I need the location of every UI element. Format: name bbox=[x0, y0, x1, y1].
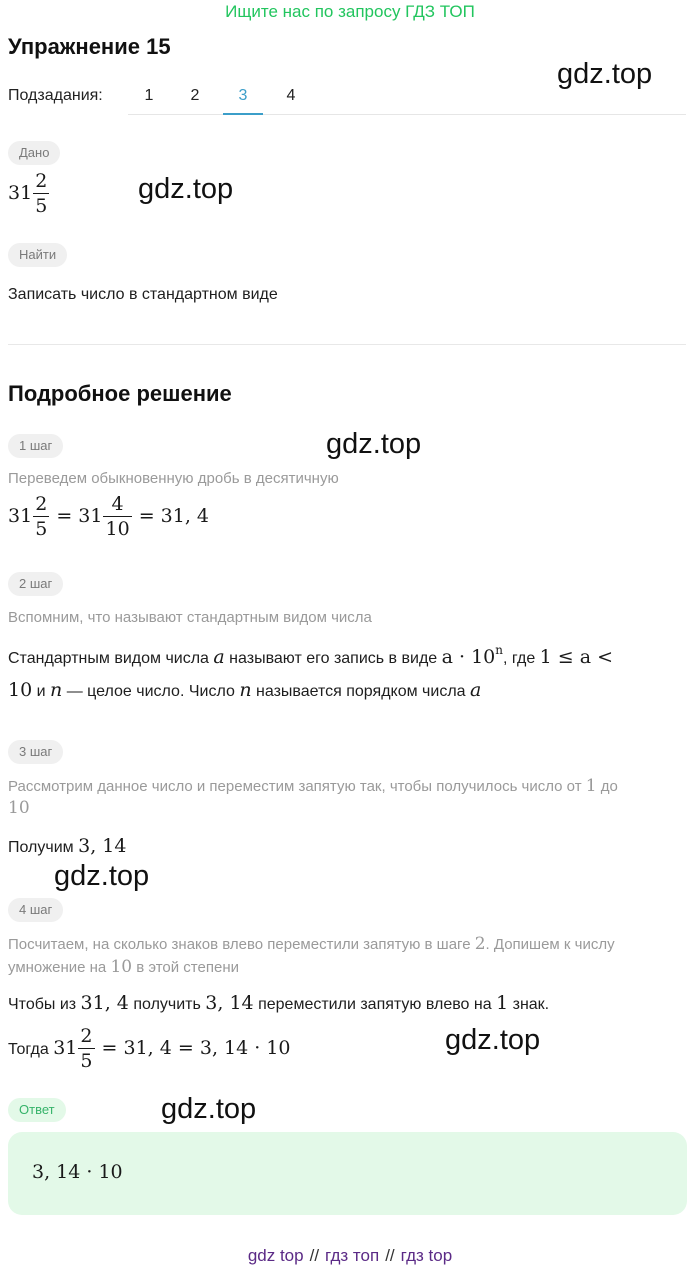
fraction-numerator: 4 bbox=[111, 493, 124, 515]
equals-sign: = bbox=[56, 505, 73, 527]
value: 31, 4 bbox=[80, 992, 129, 1014]
watermark: gdz.top bbox=[557, 58, 653, 90]
text: Тогда bbox=[8, 1041, 54, 1058]
text: , где bbox=[502, 650, 540, 667]
text: до bbox=[596, 778, 618, 795]
text: Получим bbox=[8, 839, 79, 856]
fraction-denominator: 10 bbox=[105, 518, 130, 540]
standard-form-expression: $a \cdot 10^n$ bbox=[441, 643, 503, 668]
value: 1 bbox=[496, 992, 509, 1014]
final-equation: 31 $\frac{2}{5}$ = 31, 4 = 3, 14 · 10 bbox=[53, 1025, 291, 1072]
text: и bbox=[32, 683, 51, 700]
step-3-hint-line-2: 10 bbox=[8, 798, 30, 818]
footer-separator: // bbox=[385, 1246, 395, 1265]
equation-result: = 31, 4 bbox=[138, 505, 210, 527]
promo-banner[interactable]: Ищите нас по запросу ГДЗ ТОП bbox=[225, 2, 475, 21]
subtask-tab-1[interactable]: 1 bbox=[144, 87, 154, 104]
number-ten: 10 bbox=[8, 679, 33, 701]
watermark: gdz.top bbox=[54, 860, 150, 892]
mixed-whole: 31 bbox=[78, 505, 103, 527]
given-chip: Дано bbox=[8, 141, 60, 165]
text: в этой степени bbox=[132, 959, 239, 976]
text: переместили запятую влево на bbox=[253, 996, 497, 1013]
step-3-hint-line-1 bbox=[8, 776, 618, 796]
subtask-tab-2[interactable]: 2 bbox=[190, 87, 200, 104]
step-1-chip: 1 шаг bbox=[8, 434, 63, 458]
fraction-denominator: 5 bbox=[35, 195, 48, 217]
footer-links bbox=[0, 1246, 700, 1266]
text: Чтобы из bbox=[8, 996, 81, 1013]
watermark: gdz.top bbox=[161, 1093, 257, 1125]
fraction-numerator: 2 bbox=[35, 170, 48, 192]
step-4-hint-line-2 bbox=[8, 957, 239, 977]
given-mixed-number bbox=[8, 172, 50, 216]
text: Стандартным видом числа bbox=[8, 650, 214, 667]
step-2-hint: Вспомним, что называют стандартным видом числа bbox=[8, 609, 372, 626]
watermark: gdz.top bbox=[445, 1024, 541, 1056]
step-2-chip: 2 шаг bbox=[8, 572, 63, 596]
text: Рассмотрим данное число и переместим запятую так, чтобы получилось число от bbox=[8, 778, 586, 795]
text: Посчитаем, на сколько знаков влево переместили запятую в шаге bbox=[8, 936, 475, 953]
subtasks-divider bbox=[128, 114, 686, 115]
answer-chip: Ответ bbox=[8, 1098, 66, 1122]
footer-link[interactable]: гдз top bbox=[400, 1246, 453, 1265]
fraction-denominator: 5 bbox=[80, 1050, 93, 1072]
text: . Допишем к числу bbox=[485, 936, 615, 953]
fraction bbox=[33, 495, 49, 539]
text: знак. bbox=[508, 996, 550, 1013]
text: называют его запись в виде bbox=[224, 650, 442, 667]
value: 3, 14 bbox=[205, 992, 254, 1014]
footer-link[interactable]: гдз топ bbox=[325, 1246, 380, 1265]
variable-n: n bbox=[50, 679, 63, 701]
number-ten: 10 bbox=[110, 957, 133, 977]
watermark: gdz.top bbox=[326, 428, 422, 460]
fraction-numerator: 2 bbox=[35, 493, 48, 515]
step-4-chip: 4 шаг bbox=[8, 898, 63, 922]
number-one: 1 bbox=[585, 776, 597, 796]
text: получить bbox=[128, 996, 206, 1013]
variable-a: a bbox=[213, 646, 225, 668]
step-3-result bbox=[8, 835, 126, 857]
step-3-chip: 3 шаг bbox=[8, 740, 63, 764]
answer-value: 3, 14 · 10 bbox=[32, 1161, 123, 1183]
watermark: gdz.top bbox=[138, 173, 234, 205]
step-4-hint-line-1 bbox=[8, 934, 615, 954]
text: называется порядком числа bbox=[251, 683, 470, 700]
result-value: 3, 14 bbox=[78, 835, 127, 857]
step-2-definition-line-1 bbox=[8, 643, 613, 668]
text: — целое число. Число bbox=[62, 683, 240, 700]
number-two: 2 bbox=[474, 934, 486, 954]
step-2-definition-line-2 bbox=[8, 679, 481, 701]
inequality: 1 ≤ a < bbox=[539, 646, 614, 668]
step-1-equation bbox=[8, 495, 209, 539]
subtask-tab-3[interactable]: 3 bbox=[238, 87, 248, 104]
section-divider bbox=[8, 344, 686, 345]
step-1-hint: Переведем обыкновенную дробь в десятичную bbox=[8, 470, 339, 487]
solution-title: Подробное решение bbox=[8, 381, 232, 406]
step-4-line-1 bbox=[8, 992, 549, 1014]
fraction bbox=[78, 1027, 94, 1071]
active-tab-indicator bbox=[223, 113, 263, 115]
mixed-whole: 31 bbox=[8, 505, 33, 527]
subtask-tab-4[interactable]: 4 bbox=[286, 87, 296, 104]
find-chip: Найти bbox=[8, 243, 67, 267]
variable-n: n bbox=[239, 679, 252, 701]
fraction bbox=[33, 172, 49, 216]
variable-a: a bbox=[470, 679, 482, 701]
mixed-whole: 31 bbox=[8, 182, 33, 204]
fraction bbox=[103, 495, 131, 539]
page-title: Упражнение 15 bbox=[8, 34, 171, 59]
step-4-line-2 bbox=[8, 1027, 291, 1071]
footer-link[interactable]: gdz top bbox=[247, 1246, 304, 1265]
text: умножение на bbox=[8, 959, 111, 976]
fraction-numerator: 2 bbox=[80, 1025, 93, 1047]
fraction-denominator: 5 bbox=[35, 518, 48, 540]
footer-separator: // bbox=[309, 1246, 320, 1265]
subtasks-label: Подзадания: bbox=[8, 87, 103, 104]
find-text: Записать число в стандартном виде bbox=[8, 286, 278, 303]
